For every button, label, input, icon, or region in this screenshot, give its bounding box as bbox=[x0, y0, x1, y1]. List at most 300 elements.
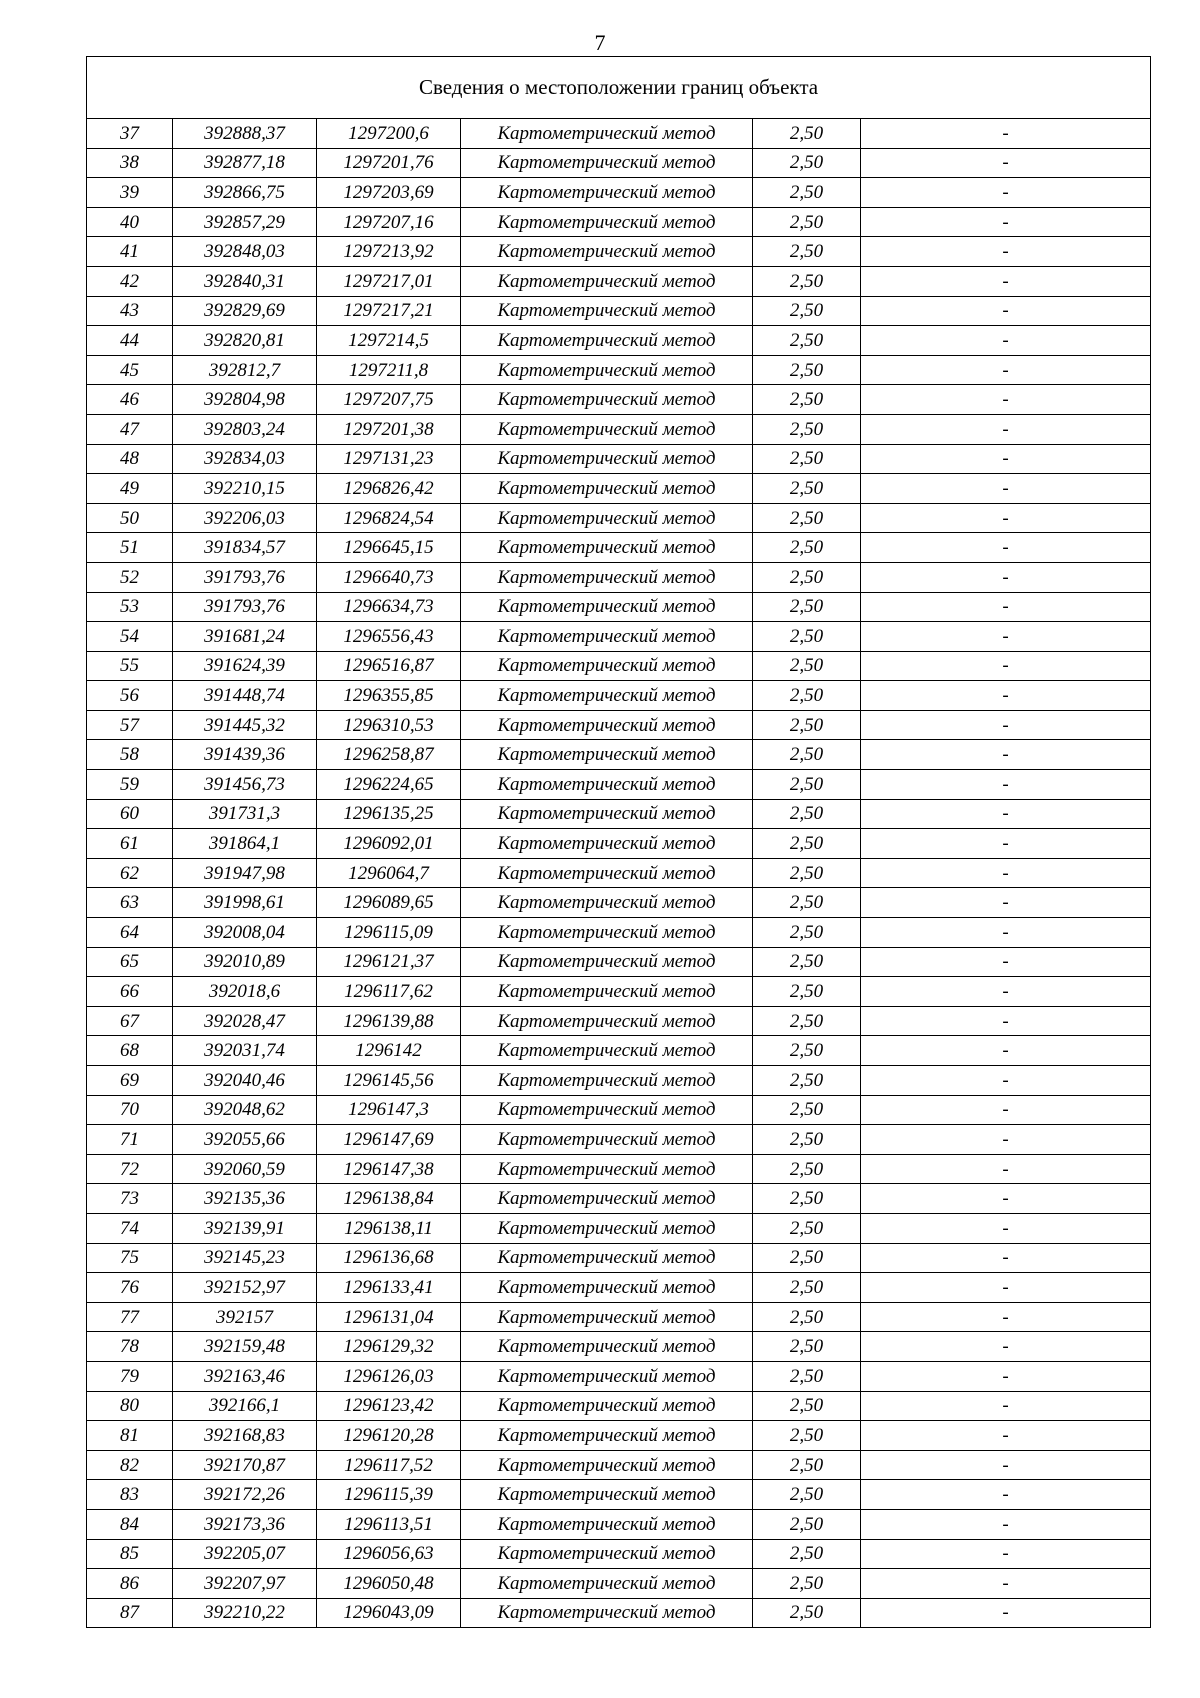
x-coordinate-cell: 391793,76 bbox=[173, 562, 317, 592]
y-coordinate-cell: 1296556,43 bbox=[317, 622, 461, 652]
method-cell: Картометрический метод bbox=[461, 977, 753, 1007]
precision-cell: 2,50 bbox=[753, 1391, 861, 1421]
description-cell: - bbox=[861, 1450, 1151, 1480]
precision-cell: 2,50 bbox=[753, 266, 861, 296]
y-coordinate-cell: 1297207,16 bbox=[317, 207, 461, 237]
x-coordinate-cell: 392207,97 bbox=[173, 1569, 317, 1599]
x-coordinate-cell: 391624,39 bbox=[173, 651, 317, 681]
table-row bbox=[87, 829, 1151, 859]
point-number-cell: 84 bbox=[87, 1509, 173, 1539]
x-coordinate-cell: 392048,62 bbox=[173, 1095, 317, 1125]
method-cell: Картометрический метод bbox=[461, 1273, 753, 1303]
description-cell: - bbox=[861, 681, 1151, 711]
x-coordinate-cell: 392804,98 bbox=[173, 385, 317, 415]
precision-cell: 2,50 bbox=[753, 1450, 861, 1480]
y-coordinate-cell: 1296092,01 bbox=[317, 829, 461, 859]
method-cell: Картометрический метод bbox=[461, 1450, 753, 1480]
method-cell: Картометрический метод bbox=[461, 1361, 753, 1391]
x-coordinate-cell: 392206,03 bbox=[173, 503, 317, 533]
method-cell: Картометрический метод bbox=[461, 385, 753, 415]
table-row bbox=[87, 1361, 1151, 1391]
y-coordinate-cell: 1296136,68 bbox=[317, 1243, 461, 1273]
x-coordinate-cell: 392055,66 bbox=[173, 1125, 317, 1155]
y-coordinate-cell: 1296139,88 bbox=[317, 1006, 461, 1036]
point-number-cell: 59 bbox=[87, 770, 173, 800]
x-coordinate-cell: 392848,03 bbox=[173, 237, 317, 267]
precision-cell: 2,50 bbox=[753, 533, 861, 563]
precision-cell: 2,50 bbox=[753, 1006, 861, 1036]
description-cell: - bbox=[861, 474, 1151, 504]
point-number-cell: 77 bbox=[87, 1302, 173, 1332]
point-number-cell: 86 bbox=[87, 1569, 173, 1599]
description-cell: - bbox=[861, 503, 1151, 533]
method-cell: Картометрический метод bbox=[461, 1095, 753, 1125]
y-coordinate-cell: 1296131,04 bbox=[317, 1302, 461, 1332]
y-coordinate-cell: 1296121,37 bbox=[317, 947, 461, 977]
precision-cell: 2,50 bbox=[753, 1361, 861, 1391]
y-coordinate-cell: 1297211,8 bbox=[317, 355, 461, 385]
y-coordinate-cell: 1296120,28 bbox=[317, 1421, 461, 1451]
precision-cell: 2,50 bbox=[753, 1125, 861, 1155]
precision-cell: 2,50 bbox=[753, 770, 861, 800]
table-row bbox=[87, 562, 1151, 592]
precision-cell: 2,50 bbox=[753, 1332, 861, 1362]
method-cell: Картометрический метод bbox=[461, 799, 753, 829]
x-coordinate-cell: 391681,24 bbox=[173, 622, 317, 652]
method-cell: Картометрический метод bbox=[461, 888, 753, 918]
table-row bbox=[87, 1391, 1151, 1421]
description-cell: - bbox=[861, 1480, 1151, 1510]
method-cell: Картометрический метод bbox=[461, 1480, 753, 1510]
precision-cell: 2,50 bbox=[753, 740, 861, 770]
method-cell: Картометрический метод bbox=[461, 178, 753, 208]
point-number-cell: 73 bbox=[87, 1184, 173, 1214]
x-coordinate-cell: 391834,57 bbox=[173, 533, 317, 563]
description-cell: - bbox=[861, 1332, 1151, 1362]
table-row bbox=[87, 355, 1151, 385]
x-coordinate-cell: 392145,23 bbox=[173, 1243, 317, 1273]
table-row bbox=[87, 533, 1151, 563]
description-cell: - bbox=[861, 355, 1151, 385]
point-number-cell: 62 bbox=[87, 858, 173, 888]
description-cell: - bbox=[861, 1095, 1151, 1125]
table-row bbox=[87, 1539, 1151, 1569]
description-cell: - bbox=[861, 1539, 1151, 1569]
point-number-cell: 53 bbox=[87, 592, 173, 622]
table-row bbox=[87, 1302, 1151, 1332]
precision-cell: 2,50 bbox=[753, 1036, 861, 1066]
x-coordinate-cell: 392172,26 bbox=[173, 1480, 317, 1510]
method-cell: Картометрический метод bbox=[461, 918, 753, 948]
description-cell: - bbox=[861, 1361, 1151, 1391]
x-coordinate-cell: 392135,36 bbox=[173, 1184, 317, 1214]
y-coordinate-cell: 1296138,84 bbox=[317, 1184, 461, 1214]
description-cell: - bbox=[861, 710, 1151, 740]
table-row bbox=[87, 266, 1151, 296]
point-number-cell: 79 bbox=[87, 1361, 173, 1391]
table-row bbox=[87, 1569, 1151, 1599]
description-cell: - bbox=[861, 740, 1151, 770]
table-row bbox=[87, 474, 1151, 504]
x-coordinate-cell: 392803,24 bbox=[173, 414, 317, 444]
description-cell: - bbox=[861, 119, 1151, 149]
method-cell: Картометрический метод bbox=[461, 858, 753, 888]
table-row bbox=[87, 770, 1151, 800]
description-cell: - bbox=[861, 1421, 1151, 1451]
method-cell: Картометрический метод bbox=[461, 1509, 753, 1539]
precision-cell: 2,50 bbox=[753, 1066, 861, 1096]
y-coordinate-cell: 1296147,38 bbox=[317, 1154, 461, 1184]
x-coordinate-cell: 392152,97 bbox=[173, 1273, 317, 1303]
precision-cell: 2,50 bbox=[753, 1509, 861, 1539]
x-coordinate-cell: 392877,18 bbox=[173, 148, 317, 178]
method-cell: Картометрический метод bbox=[461, 1036, 753, 1066]
table-row bbox=[87, 651, 1151, 681]
table-row bbox=[87, 1480, 1151, 1510]
point-number-cell: 64 bbox=[87, 918, 173, 948]
y-coordinate-cell: 1297214,5 bbox=[317, 326, 461, 356]
point-number-cell: 67 bbox=[87, 1006, 173, 1036]
point-number-cell: 85 bbox=[87, 1539, 173, 1569]
method-cell: Картометрический метод bbox=[461, 947, 753, 977]
description-cell: - bbox=[861, 414, 1151, 444]
table-row bbox=[87, 385, 1151, 415]
point-number-cell: 81 bbox=[87, 1421, 173, 1451]
point-number-cell: 50 bbox=[87, 503, 173, 533]
precision-cell: 2,50 bbox=[753, 829, 861, 859]
method-cell: Картометрический метод bbox=[461, 710, 753, 740]
point-number-cell: 74 bbox=[87, 1213, 173, 1243]
table-row bbox=[87, 1066, 1151, 1096]
method-cell: Картометрический метод bbox=[461, 1598, 753, 1628]
point-number-cell: 68 bbox=[87, 1036, 173, 1066]
x-coordinate-cell: 392812,7 bbox=[173, 355, 317, 385]
description-cell: - bbox=[861, 1066, 1151, 1096]
precision-cell: 2,50 bbox=[753, 1154, 861, 1184]
point-number-cell: 43 bbox=[87, 296, 173, 326]
method-cell: Картометрический метод bbox=[461, 1421, 753, 1451]
point-number-cell: 78 bbox=[87, 1332, 173, 1362]
y-coordinate-cell: 1296135,25 bbox=[317, 799, 461, 829]
y-coordinate-cell: 1296117,62 bbox=[317, 977, 461, 1007]
point-number-cell: 75 bbox=[87, 1243, 173, 1273]
y-coordinate-cell: 1296126,03 bbox=[317, 1361, 461, 1391]
table-row bbox=[87, 444, 1151, 474]
description-cell: - bbox=[861, 622, 1151, 652]
method-cell: Картометрический метод bbox=[461, 444, 753, 474]
precision-cell: 2,50 bbox=[753, 1480, 861, 1510]
method-cell: Картометрический метод bbox=[461, 1391, 753, 1421]
y-coordinate-cell: 1296043,09 bbox=[317, 1598, 461, 1628]
method-cell: Картометрический метод bbox=[461, 474, 753, 504]
table-row bbox=[87, 918, 1151, 948]
point-number-cell: 49 bbox=[87, 474, 173, 504]
x-coordinate-cell: 392010,89 bbox=[173, 947, 317, 977]
x-coordinate-cell: 392210,22 bbox=[173, 1598, 317, 1628]
precision-cell: 2,50 bbox=[753, 977, 861, 1007]
x-coordinate-cell: 392840,31 bbox=[173, 266, 317, 296]
precision-cell: 2,50 bbox=[753, 592, 861, 622]
table-row bbox=[87, 1125, 1151, 1155]
description-cell: - bbox=[861, 977, 1151, 1007]
description-cell: - bbox=[861, 888, 1151, 918]
point-number-cell: 51 bbox=[87, 533, 173, 563]
description-cell: - bbox=[861, 592, 1151, 622]
table-title-row bbox=[87, 57, 1151, 119]
method-cell: Картометрический метод bbox=[461, 266, 753, 296]
precision-cell: 2,50 bbox=[753, 385, 861, 415]
precision-cell: 2,50 bbox=[753, 681, 861, 711]
description-cell: - bbox=[861, 266, 1151, 296]
y-coordinate-cell: 1296355,85 bbox=[317, 681, 461, 711]
method-cell: Картометрический метод bbox=[461, 355, 753, 385]
y-coordinate-cell: 1297203,69 bbox=[317, 178, 461, 208]
point-number-cell: 47 bbox=[87, 414, 173, 444]
method-cell: Картометрический метод bbox=[461, 1539, 753, 1569]
y-coordinate-cell: 1296050,48 bbox=[317, 1569, 461, 1599]
table-row bbox=[87, 207, 1151, 237]
table-row bbox=[87, 414, 1151, 444]
description-cell: - bbox=[861, 178, 1151, 208]
description-cell: - bbox=[861, 1302, 1151, 1332]
y-coordinate-cell: 1296089,65 bbox=[317, 888, 461, 918]
precision-cell: 2,50 bbox=[753, 355, 861, 385]
table-row bbox=[87, 1273, 1151, 1303]
table-row bbox=[87, 296, 1151, 326]
method-cell: Картометрический метод bbox=[461, 207, 753, 237]
precision-cell: 2,50 bbox=[753, 1273, 861, 1303]
description-cell: - bbox=[861, 947, 1151, 977]
x-coordinate-cell: 392205,07 bbox=[173, 1539, 317, 1569]
table-row bbox=[87, 1095, 1151, 1125]
method-cell: Картометрический метод bbox=[461, 237, 753, 267]
precision-cell: 2,50 bbox=[753, 148, 861, 178]
table-row bbox=[87, 799, 1151, 829]
table-row bbox=[87, 148, 1151, 178]
point-number-cell: 55 bbox=[87, 651, 173, 681]
y-coordinate-cell: 1296640,73 bbox=[317, 562, 461, 592]
table-row bbox=[87, 858, 1151, 888]
point-number-cell: 71 bbox=[87, 1125, 173, 1155]
x-coordinate-cell: 391731,3 bbox=[173, 799, 317, 829]
precision-cell: 2,50 bbox=[753, 414, 861, 444]
x-coordinate-cell: 391439,36 bbox=[173, 740, 317, 770]
description-cell: - bbox=[861, 1006, 1151, 1036]
description-cell: - bbox=[861, 444, 1151, 474]
precision-cell: 2,50 bbox=[753, 1095, 861, 1125]
x-coordinate-cell: 392210,15 bbox=[173, 474, 317, 504]
table-row bbox=[87, 119, 1151, 149]
table-row bbox=[87, 740, 1151, 770]
description-cell: - bbox=[861, 1391, 1151, 1421]
x-coordinate-cell: 391445,32 bbox=[173, 710, 317, 740]
x-coordinate-cell: 391947,98 bbox=[173, 858, 317, 888]
method-cell: Картометрический метод bbox=[461, 1125, 753, 1155]
y-coordinate-cell: 1296142 bbox=[317, 1036, 461, 1066]
point-number-cell: 83 bbox=[87, 1480, 173, 1510]
x-coordinate-cell: 392159,48 bbox=[173, 1332, 317, 1362]
table-title: Сведения о местоположении границ объекта bbox=[87, 57, 1151, 119]
point-number-cell: 42 bbox=[87, 266, 173, 296]
table-row bbox=[87, 1184, 1151, 1214]
description-cell: - bbox=[861, 918, 1151, 948]
table-row bbox=[87, 1243, 1151, 1273]
point-number-cell: 41 bbox=[87, 237, 173, 267]
x-coordinate-cell: 391793,76 bbox=[173, 592, 317, 622]
y-coordinate-cell: 1296113,51 bbox=[317, 1509, 461, 1539]
precision-cell: 2,50 bbox=[753, 1213, 861, 1243]
precision-cell: 2,50 bbox=[753, 326, 861, 356]
y-coordinate-cell: 1297217,21 bbox=[317, 296, 461, 326]
method-cell: Картометрический метод bbox=[461, 533, 753, 563]
x-coordinate-cell: 391998,61 bbox=[173, 888, 317, 918]
y-coordinate-cell: 1296826,42 bbox=[317, 474, 461, 504]
boundary-coordinates-table bbox=[86, 56, 1151, 1628]
description-cell: - bbox=[861, 237, 1151, 267]
y-coordinate-cell: 1296056,63 bbox=[317, 1539, 461, 1569]
description-cell: - bbox=[861, 148, 1151, 178]
method-cell: Картометрический метод bbox=[461, 296, 753, 326]
description-cell: - bbox=[861, 651, 1151, 681]
x-coordinate-cell: 392060,59 bbox=[173, 1154, 317, 1184]
precision-cell: 2,50 bbox=[753, 1184, 861, 1214]
precision-cell: 2,50 bbox=[753, 1539, 861, 1569]
x-coordinate-cell: 392166,1 bbox=[173, 1391, 317, 1421]
table-row bbox=[87, 977, 1151, 1007]
precision-cell: 2,50 bbox=[753, 119, 861, 149]
method-cell: Картометрический метод bbox=[461, 119, 753, 149]
y-coordinate-cell: 1296258,87 bbox=[317, 740, 461, 770]
description-cell: - bbox=[861, 799, 1151, 829]
description-cell: - bbox=[861, 533, 1151, 563]
table-row bbox=[87, 1006, 1151, 1036]
x-coordinate-cell: 392008,04 bbox=[173, 918, 317, 948]
precision-cell: 2,50 bbox=[753, 651, 861, 681]
x-coordinate-cell: 392857,29 bbox=[173, 207, 317, 237]
description-cell: - bbox=[861, 770, 1151, 800]
y-coordinate-cell: 1296117,52 bbox=[317, 1450, 461, 1480]
point-number-cell: 66 bbox=[87, 977, 173, 1007]
point-number-cell: 58 bbox=[87, 740, 173, 770]
point-number-cell: 76 bbox=[87, 1273, 173, 1303]
description-cell: - bbox=[861, 1184, 1151, 1214]
description-cell: - bbox=[861, 207, 1151, 237]
y-coordinate-cell: 1296123,42 bbox=[317, 1391, 461, 1421]
x-coordinate-cell: 392139,91 bbox=[173, 1213, 317, 1243]
table-row bbox=[87, 1213, 1151, 1243]
x-coordinate-cell: 392820,81 bbox=[173, 326, 317, 356]
precision-cell: 2,50 bbox=[753, 237, 861, 267]
point-number-cell: 46 bbox=[87, 385, 173, 415]
precision-cell: 2,50 bbox=[753, 947, 861, 977]
table-body bbox=[87, 57, 1151, 1628]
precision-cell: 2,50 bbox=[753, 474, 861, 504]
x-coordinate-cell: 391456,73 bbox=[173, 770, 317, 800]
precision-cell: 2,50 bbox=[753, 1598, 861, 1628]
y-coordinate-cell: 1297213,92 bbox=[317, 237, 461, 267]
x-coordinate-cell: 392157 bbox=[173, 1302, 317, 1332]
y-coordinate-cell: 1296634,73 bbox=[317, 592, 461, 622]
x-coordinate-cell: 391864,1 bbox=[173, 829, 317, 859]
y-coordinate-cell: 1296224,65 bbox=[317, 770, 461, 800]
y-coordinate-cell: 1297217,01 bbox=[317, 266, 461, 296]
x-coordinate-cell: 392040,46 bbox=[173, 1066, 317, 1096]
x-coordinate-cell: 392866,75 bbox=[173, 178, 317, 208]
page-number: 7 bbox=[594, 30, 606, 55]
description-cell: - bbox=[861, 326, 1151, 356]
point-number-cell: 72 bbox=[87, 1154, 173, 1184]
x-coordinate-cell: 392163,46 bbox=[173, 1361, 317, 1391]
point-number-cell: 60 bbox=[87, 799, 173, 829]
table-row bbox=[87, 888, 1151, 918]
y-coordinate-cell: 1296133,41 bbox=[317, 1273, 461, 1303]
table-row bbox=[87, 947, 1151, 977]
description-cell: - bbox=[861, 858, 1151, 888]
table-row bbox=[87, 592, 1151, 622]
method-cell: Картометрический метод bbox=[461, 1569, 753, 1599]
point-number-cell: 40 bbox=[87, 207, 173, 237]
y-coordinate-cell: 1297201,76 bbox=[317, 148, 461, 178]
table-row bbox=[87, 1332, 1151, 1362]
y-coordinate-cell: 1296824,54 bbox=[317, 503, 461, 533]
description-cell: - bbox=[861, 562, 1151, 592]
method-cell: Картометрический метод bbox=[461, 414, 753, 444]
point-number-cell: 82 bbox=[87, 1450, 173, 1480]
y-coordinate-cell: 1297131,23 bbox=[317, 444, 461, 474]
table-row bbox=[87, 1154, 1151, 1184]
table-row bbox=[87, 1509, 1151, 1539]
description-cell: - bbox=[861, 1154, 1151, 1184]
precision-cell: 2,50 bbox=[753, 710, 861, 740]
x-coordinate-cell: 392829,69 bbox=[173, 296, 317, 326]
method-cell: Картометрический метод bbox=[461, 1243, 753, 1273]
description-cell: - bbox=[861, 1036, 1151, 1066]
table-row bbox=[87, 1450, 1151, 1480]
point-number-cell: 39 bbox=[87, 178, 173, 208]
precision-cell: 2,50 bbox=[753, 799, 861, 829]
method-cell: Картометрический метод bbox=[461, 1154, 753, 1184]
method-cell: Картометрический метод bbox=[461, 651, 753, 681]
table-row bbox=[87, 326, 1151, 356]
y-coordinate-cell: 1297200,6 bbox=[317, 119, 461, 149]
y-coordinate-cell: 1296064,7 bbox=[317, 858, 461, 888]
y-coordinate-cell: 1296145,56 bbox=[317, 1066, 461, 1096]
method-cell: Картометрический метод bbox=[461, 770, 753, 800]
point-number-cell: 37 bbox=[87, 119, 173, 149]
x-coordinate-cell: 392031,74 bbox=[173, 1036, 317, 1066]
point-number-cell: 57 bbox=[87, 710, 173, 740]
point-number-cell: 48 bbox=[87, 444, 173, 474]
table-row bbox=[87, 178, 1151, 208]
precision-cell: 2,50 bbox=[753, 178, 861, 208]
method-cell: Картометрический метод bbox=[461, 326, 753, 356]
y-coordinate-cell: 1296138,11 bbox=[317, 1213, 461, 1243]
point-number-cell: 61 bbox=[87, 829, 173, 859]
y-coordinate-cell: 1296516,87 bbox=[317, 651, 461, 681]
description-cell: - bbox=[861, 1273, 1151, 1303]
y-coordinate-cell: 1297207,75 bbox=[317, 385, 461, 415]
precision-cell: 2,50 bbox=[753, 503, 861, 533]
description-cell: - bbox=[861, 296, 1151, 326]
table-row bbox=[87, 1421, 1151, 1451]
point-number-cell: 80 bbox=[87, 1391, 173, 1421]
precision-cell: 2,50 bbox=[753, 888, 861, 918]
y-coordinate-cell: 1296310,53 bbox=[317, 710, 461, 740]
method-cell: Картометрический метод bbox=[461, 148, 753, 178]
method-cell: Картометрический метод bbox=[461, 1302, 753, 1332]
point-number-cell: 87 bbox=[87, 1598, 173, 1628]
point-number-cell: 38 bbox=[87, 148, 173, 178]
